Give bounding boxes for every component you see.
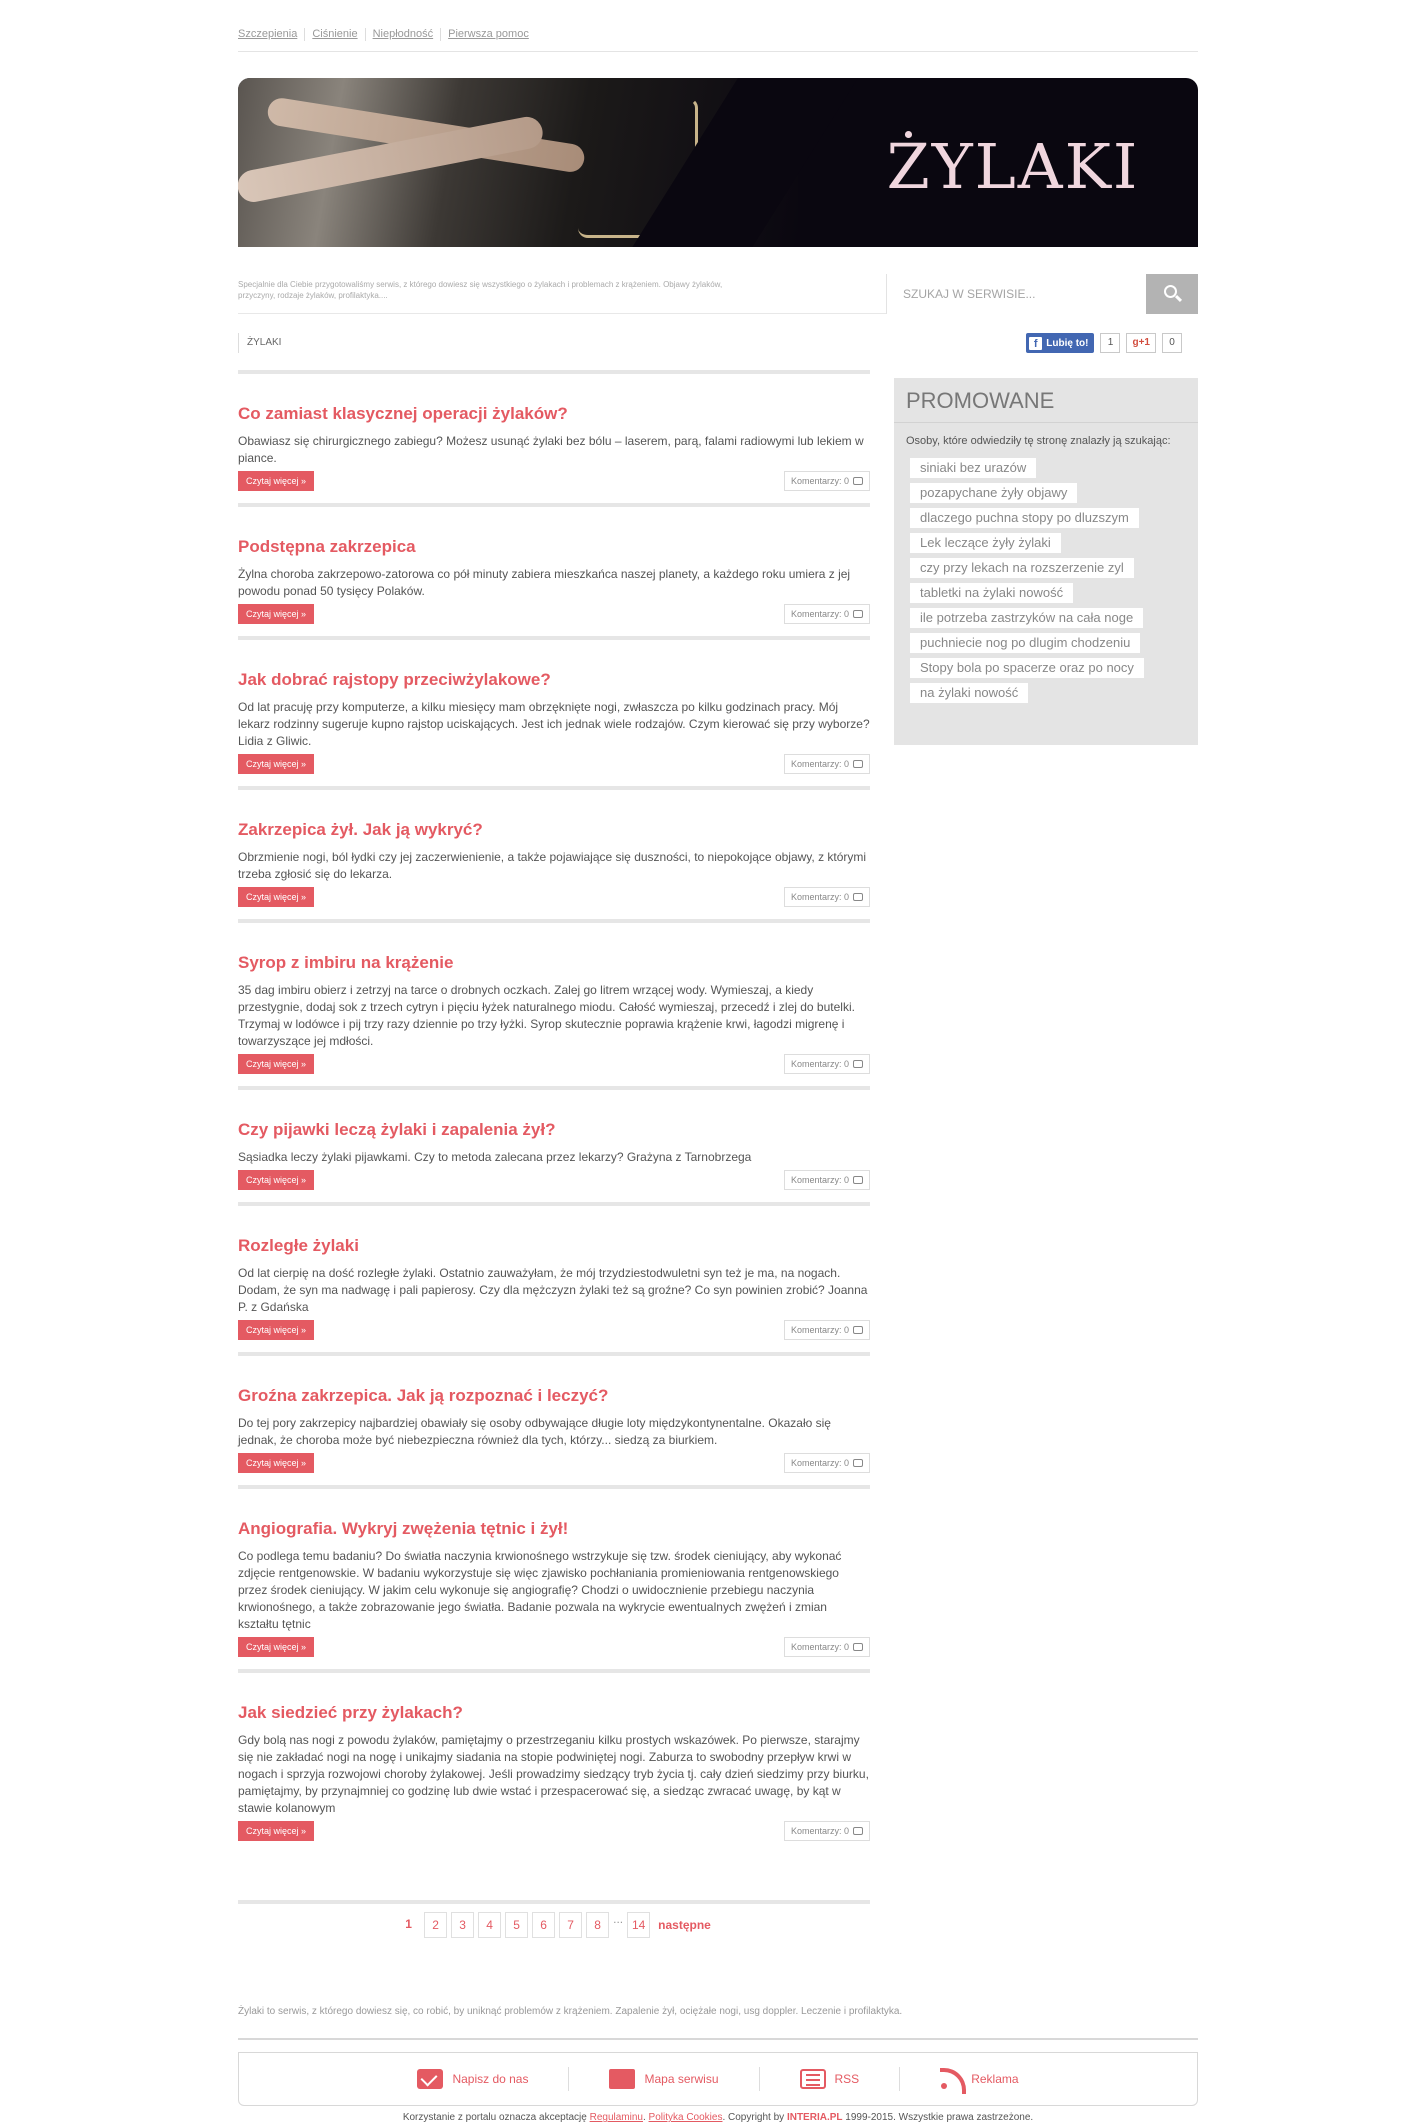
comment-bubble-icon — [853, 1643, 863, 1651]
google-plus-count: 0 — [1162, 333, 1182, 353]
article-footer — [238, 471, 870, 493]
read-more-button[interactable]: Czytaj więcej » — [238, 754, 314, 774]
comments-link[interactable] — [784, 1320, 870, 1340]
article-footer — [238, 1170, 870, 1192]
footer-link-sitemap[interactable] — [569, 2067, 759, 2091]
promoted-lead: Osoby, które odwiedziły tę stronę znalazły ją szukając: — [906, 435, 1171, 447]
article-footer — [238, 1453, 870, 1475]
article-excerpt: Od lat cierpię na dość rozległe żylaki. Ostatnio zauważyłam, że mój trzydziestodwuletni syn też je ma, na nogach. Dodam, że syn ma nadwagę i pali papierosy. Czy dla mężczyzn żylaki też są groźne? Co syn powinien zrobić? Joanna P. z Gdańska — [238, 1266, 868, 1314]
article-excerpt: Obawiasz się chirurgicznego zabiegu? Możesz usunąć żylaki bez bólu – laserem, parą, falami radiowymi lub lekiem w piance. — [238, 434, 864, 465]
promoted-tag[interactable]: dlaczego puchna stopy po dluzszym — [910, 508, 1139, 528]
comments-link[interactable] — [784, 754, 870, 774]
comment-bubble-icon — [853, 1176, 863, 1184]
article-item — [238, 370, 870, 503]
mail-icon — [417, 2069, 443, 2089]
terms-link[interactable]: Regulaminu — [589, 2112, 643, 2123]
pagination — [238, 1900, 870, 1940]
search-input[interactable] — [887, 274, 1146, 314]
search-icon — [1164, 285, 1177, 298]
article-title[interactable]: Jak dobrać rajstopy przeciwżylakowe? — [238, 670, 551, 689]
page-link[interactable]: 8 — [586, 1912, 609, 1938]
page-link[interactable]: 5 — [505, 1912, 528, 1938]
footer-link-label: RSS — [834, 2072, 860, 2086]
article-list — [238, 370, 870, 1853]
page-next-link[interactable]: następne — [658, 1918, 711, 1932]
article-excerpt: Obrzmienie nogi, ból łydki czy jej zaczerwienienie, a także pojawiające się duszności, to niepokojące objawy, z którymi trzeba zgłosić się do lekarza. — [238, 850, 867, 881]
breadcrumb-row — [238, 333, 1198, 355]
article-excerpt: Do tej pory zakrzepicy najbardziej obawiały się osoby odbywające długie loty międzykontynentalne. Okazało się jednak, że choroba może być niebezpieczna również dla tych, którzy... siedzą za biurkiem. — [238, 1416, 831, 1447]
comments-label: Komentarzy: 0 — [790, 476, 849, 486]
comments-link[interactable] — [784, 887, 870, 907]
facebook-like-button[interactable] — [1026, 333, 1094, 353]
read-more-button[interactable]: Czytaj więcej » — [238, 604, 314, 624]
page-link[interactable]: 2 — [424, 1912, 447, 1938]
promoted-tag[interactable]: na żylaki nowość — [910, 683, 1028, 703]
article-excerpt: 35 dag imbiru obierz i zetrzyj na tarce o drobnych oczkach. Zalej go litrem wrzącej wody. Wymieszaj, a kiedy przestygnie, dodaj sok z trzech cytryn i pięciu łyżek naturalnego miodu. Całość wymieszaj, przecedź i zlej do butelki. Trzymaj w lodówce i pij trzy razy dziennie po trzy łyżki. Syrop skutecznie poprawia krążenie krwi, łagodzi migrenę i towarzyszące jej mdłości. — [238, 983, 855, 1048]
read-more-button[interactable]: Czytaj więcej » — [238, 1320, 314, 1340]
comments-label: Komentarzy: 0 — [790, 1059, 849, 1069]
article-footer — [238, 1320, 870, 1342]
search-row — [238, 274, 1198, 314]
comments-link[interactable] — [784, 471, 870, 491]
promoted-tag[interactable]: tabletki na żylaki nowość — [910, 583, 1073, 603]
topnav-link-szczepienia[interactable]: Szczepienia — [238, 28, 298, 40]
article-footer — [238, 887, 870, 909]
comment-bubble-icon — [853, 1459, 863, 1467]
google-plus-button[interactable] — [1126, 333, 1156, 353]
article-item — [238, 786, 870, 919]
page-link[interactable]: 7 — [559, 1912, 582, 1938]
page-ellipsis: ... — [613, 1912, 624, 1926]
comments-label: Komentarzy: 0 — [790, 1175, 849, 1185]
comments-link[interactable] — [784, 1170, 870, 1190]
article-title[interactable]: Angiografia. Wykryj zwężenia tętnic i żył! — [238, 1519, 569, 1538]
article-excerpt: Gdy bolą nas nogi z powodu żylaków, pamiętajmy o przestrzeganiu kilku prostych wskazówek. Po pierwsze, starajmy się nie zakładać nogi na nogę i unikajmy siadania na stopie podwiniętej nogi. Zaburza to swobodny przepływ krwi w nogach i sprzyja rozwojowi choroby żylakowej. Jeśli prowadzimy siedzący tryb życia tj. cały dzień siedzimy przy biurku, pamiętajmy, by przynajmniej co godzinę lub dwie wstać i przespacerować się, a siedząc zwracać uwagę, by kąt w stawie kolanowym — [238, 1733, 869, 1815]
footer-links — [238, 2052, 1198, 2106]
comment-bubble-icon — [853, 1060, 863, 1068]
comments-link[interactable] — [784, 1054, 870, 1074]
article-title[interactable]: Czy pijawki leczą żylaki i zapalenia żył? — [238, 1120, 556, 1139]
article-item — [238, 1669, 870, 1853]
site-description: Specjalnie dla Ciebie przygotowaliśmy serwis, z którego dowiesz się wszystkiego o żylakach i problemach z krążeniem. Objawy żylaków, przyczyny, rodzaje żylaków, profilaktyka.... — [238, 280, 723, 300]
page-link[interactable]: 4 — [478, 1912, 501, 1938]
promoted-tag[interactable]: Stopy bola po spacerze oraz po nocy — [910, 658, 1144, 678]
breadcrumb[interactable]: ŻYLAKI — [238, 333, 281, 353]
footer-link-label: Mapa serwisu — [644, 2072, 719, 2086]
facebook-icon: f — [1029, 337, 1042, 350]
article-title[interactable]: Rozległe żylaki — [238, 1236, 359, 1255]
page-link[interactable]: 3 — [451, 1912, 474, 1938]
comments-link[interactable] — [784, 604, 870, 624]
promoted-tag[interactable]: ile potrzeba zastrzyków na cała noge — [910, 608, 1143, 628]
search-button[interactable] — [1146, 274, 1198, 314]
page-link[interactable]: 6 — [532, 1912, 555, 1938]
comments-label: Komentarzy: 0 — [790, 759, 849, 769]
article-title[interactable]: Groźna zakrzepica. Jak ją rozpoznać i leczyć? — [238, 1386, 609, 1405]
google-plus-icon: g — [1132, 337, 1139, 348]
copyright: Korzystanie z portalu oznacza akceptację Regulaminu. Polityka Cookies. Copyright by INTERIA.PL 1999-2015. Wszystkie prawa zastrzeżone. — [402, 2112, 1034, 2123]
article-footer — [238, 1637, 870, 1659]
cookies-link[interactable]: Polityka Cookies — [648, 2112, 723, 2123]
promoted-tag[interactable]: puchniecie nog po dlugim chodzeniu — [910, 633, 1140, 653]
article-excerpt: Od lat pracuję przy komputerze, a kilku miesięcy mam obrzęknięte nogi, zwłaszcza po kilku godzinach pracy. Mój lekarz rodzinny sugeruje kupno rajstop uciskających. Jest ich jednak wiele rodzajów. Czym kierować się przy wyborze? Lidia z Gliwic. — [238, 700, 870, 748]
read-more-button[interactable]: Czytaj więcej » — [238, 1170, 314, 1190]
read-more-button[interactable]: Czytaj więcej » — [238, 1821, 314, 1841]
comment-bubble-icon — [853, 610, 863, 618]
article-title[interactable]: Syrop z imbiru na krążenie — [238, 953, 454, 972]
topnav-link-cisnienie[interactable]: Ciśnienie — [304, 28, 364, 41]
comments-label: Komentarzy: 0 — [790, 1642, 849, 1652]
comments-link[interactable] — [784, 1637, 870, 1657]
read-more-button[interactable]: Czytaj więcej » — [238, 1637, 314, 1657]
footer-link-ads[interactable] — [900, 2067, 1058, 2091]
article-footer — [238, 1054, 870, 1076]
facebook-like-count: 1 — [1100, 333, 1120, 353]
article-item — [238, 636, 870, 786]
header-banner[interactable] — [238, 78, 1198, 247]
article-item — [238, 1086, 870, 1202]
footer-description: Żylaki to serwis, z którego dowiesz się, co robić, by uniknąć problemów z krążeniem. Zapalenie żył, ociężałe nogi, usg doppler. Leczenie i profilaktyka. — [238, 2006, 903, 2017]
article-item — [238, 1202, 870, 1352]
article-item — [238, 919, 870, 1086]
footer-link-contact[interactable] — [377, 2067, 569, 2091]
footer-link-rss[interactable] — [760, 2067, 901, 2091]
read-more-button[interactable]: Czytaj więcej » — [238, 1054, 314, 1074]
article-excerpt: Żylna choroba zakrzepowo-zatorowa co pół minuty zabiera mieszkańca naszej planety, a każdego roku umiera z jej powodu ponad 50 tysięcy Polaków. — [238, 567, 851, 598]
article-excerpt: Sąsiadka leczy żylaki pijawkami. Czy to metoda zalecana przez lekarzy? Grażyna z Tarnobrzega — [238, 1150, 752, 1164]
article-excerpt: Co podlega temu badaniu? Do światła naczynia krwionośnego wstrzykuje się tzw. środek cieniujący, aby wykonać zdjęcie rentgenowskie. W badaniu wykorzystuje się więc zjawisko pochłaniania promieniowania rentgenowskiego przez środek cieniujący. W jakim celu wykonuje się angiografię? Chodzi o uwidocznienie przebiegu naczynia krwionośnego, a także zobrazowanie jego światła. Badanie pozwala na wykrycie ewentualnych zwężeń i zmian kształtu tętnic — [238, 1549, 842, 1631]
read-more-button[interactable]: Czytaj więcej » — [238, 887, 314, 907]
promoted-tag[interactable]: pozapychane żyły objawy — [910, 483, 1077, 503]
top-navigation — [238, 28, 1198, 52]
article-item — [238, 1485, 870, 1669]
social-buttons — [1026, 333, 1182, 353]
comments-label: Komentarzy: 0 — [790, 1826, 849, 1836]
google-plus-label: +1 — [1138, 337, 1150, 348]
promoted-sidebar — [894, 378, 1198, 745]
page-current: 1 — [405, 1917, 412, 1931]
rss-icon — [940, 2068, 962, 2090]
copyright-by: . Copyright by — [722, 2112, 785, 2123]
sitemap-icon — [609, 2069, 635, 2089]
article-footer — [238, 754, 870, 776]
promoted-title: PROMOWANE — [894, 388, 1198, 423]
comments-link[interactable] — [784, 1453, 870, 1473]
comments-label: Komentarzy: 0 — [790, 1325, 849, 1335]
page-link-last[interactable]: 14 — [627, 1912, 650, 1938]
comments-label: Komentarzy: 0 — [790, 609, 849, 619]
promoted-tag[interactable]: siniaki bez urazów — [910, 458, 1036, 478]
copyright-suffix: 1999-2015. Wszystkie prawa zastrzeżone. — [845, 2112, 1034, 2123]
article-item — [238, 503, 870, 636]
article-title[interactable]: Zakrzepica żył. Jak ją wykryć? — [238, 820, 483, 839]
comments-link[interactable] — [784, 1821, 870, 1841]
promoted-tag[interactable]: czy przy lekach na rozszerzenie zyl — [910, 558, 1134, 578]
footer-divider — [238, 2038, 1198, 2040]
topnav-link-nieplodnosc[interactable]: Niepłodność — [365, 28, 441, 41]
footer-link-label: Napisz do nas — [452, 2072, 529, 2086]
article-item — [238, 1352, 870, 1485]
banner-title: ŻYLAKI — [886, 130, 1140, 203]
comment-bubble-icon — [853, 1326, 863, 1334]
comments-label: Komentarzy: 0 — [790, 1458, 849, 1468]
comment-bubble-icon — [853, 1827, 863, 1835]
article-footer — [238, 1821, 870, 1843]
facebook-like-label: Lubię to! — [1046, 337, 1089, 349]
rss-list-icon — [800, 2069, 826, 2089]
brand-link[interactable]: INTERIA.PL — [786, 2112, 843, 2123]
article-title[interactable]: Co zamiast klasycznej operacji żylaków? — [238, 404, 568, 423]
article-title[interactable]: Jak siedzieć przy żylakach? — [238, 1703, 463, 1722]
topnav-link-pierwsza-pomoc[interactable]: Pierwsza pomoc — [440, 28, 536, 41]
comment-bubble-icon — [853, 893, 863, 901]
comment-bubble-icon — [853, 477, 863, 485]
promoted-tags — [906, 458, 1186, 703]
article-title[interactable]: Podstępna zakrzepica — [238, 537, 416, 556]
comments-label: Komentarzy: 0 — [790, 892, 849, 902]
comment-bubble-icon — [853, 760, 863, 768]
search-box — [886, 274, 1198, 314]
article-footer — [238, 604, 870, 626]
read-more-button[interactable]: Czytaj więcej » — [238, 471, 314, 491]
footer-link-label: Reklama — [971, 2072, 1019, 2086]
promoted-tag[interactable]: Lek leczące żyły żylaki — [910, 533, 1061, 553]
copyright-prefix: Korzystanie z portalu oznacza akceptację — [402, 2112, 587, 2123]
read-more-button[interactable]: Czytaj więcej » — [238, 1453, 314, 1473]
